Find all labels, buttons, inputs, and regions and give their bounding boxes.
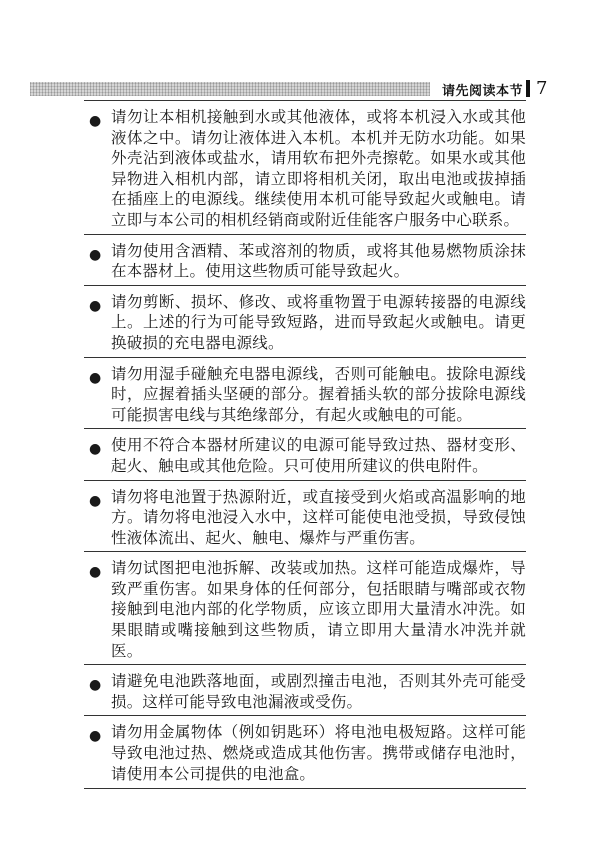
bullet-icon: ●	[89, 492, 102, 509]
bullet-icon: ●	[89, 677, 102, 694]
warning-text: 请勿将电池置于热源附近，或直接受到火焰或高温影响的地方。请勿将电池浸入水中，这样可能使电池受损，导致侵蚀性液体流出、起火、触电、爆炸与严重伤害。	[111, 487, 526, 547]
warning-item-battery-drop	[84, 664, 526, 715]
warning-text: 请勿用金属物体（例如钥匙环）将电池电极短路。这样可能导致电池过热、燃烧或造成其他伤害。携带或储存电池时，请使用本公司提供的电池盒。	[111, 723, 526, 783]
warning-item-solvents	[84, 234, 526, 285]
bullet-icon: ●	[89, 246, 102, 263]
warning-text: 使用不符合本器材所建议的电源可能导致过热、器材变形、起火、触电或其他危险。只可使用所建议的供电附件。	[111, 436, 526, 475]
warning-text: 请避免电池跌落地面，或剧烈撞击电池，否则其外壳可能受损。这样可能导致电池漏液或受伤。	[111, 672, 526, 711]
page-number: 7	[536, 78, 548, 99]
warning-text: 请勿用湿手碰触充电器电源线，否则可能触电。拔除电源线时，应握着插头坚硬的部分。握着插头软的部分拔除电源线可能损害电线与其绝缘部分，有起火或触电的可能。	[111, 364, 526, 424]
section-title: 请先阅读本节	[442, 84, 524, 99]
warning-text: 请勿试图把电池拆解、改装或加热。这样可能造成爆炸，导致严重伤害。如果身体的任何部分，包括眼睛与嘴部或衣物接触到电池内部的化学物质，应该立即用大量清水冲洗。如果眼睛或嘴接触到这些物质，请立即用大量清水冲洗并就医。	[111, 559, 526, 660]
bullet-icon: ●	[89, 113, 102, 129]
warning-item-wet-hands	[84, 357, 526, 429]
bullet-icon: ●	[89, 728, 102, 745]
warning-item-water	[84, 100, 526, 234]
bullet-icon: ●	[89, 441, 102, 458]
warning-item-power-cord-damage	[84, 285, 526, 357]
safety-warning-list	[84, 100, 526, 789]
warning-text: 请勿让本相机接触到水或其他液体，或将本机浸入水或其他液体之中。请勿让液体进入本机。本机并无防水功能。如果外壳沾到液体或盐水，请用软布把外壳擦乾。如果水或其他异物进入相机内部，请立即将相机关闭，取出电池或拔掉插在插座上的电源线。继续使用本机可能导致起火或触电。请立即与本公司的相机经销商或附近佳能客户服务中心联系。	[111, 108, 526, 229]
warning-item-power-source	[84, 428, 526, 479]
bullet-icon: ●	[89, 297, 102, 314]
warning-item-battery-heat	[84, 480, 526, 552]
warning-text: 请勿使用含酒精、苯或溶剂的物质，或将其他易燃物质涂抹在本器材上。使用这些物质可能导致起火。	[111, 241, 526, 281]
header-separator-bar	[526, 80, 530, 97]
warning-item-battery-disassembly	[84, 551, 526, 664]
warning-text: 请勿剪断、损坏、修改、或将重物置于电源转接器的电源线上。上述的行为可能导致短路，进而导致起火或触电。请更换破损的充电器电源线。	[111, 292, 526, 352]
warning-item-battery-short-circuit	[84, 715, 526, 789]
bullet-icon: ●	[89, 564, 102, 581]
bullet-icon: ●	[89, 369, 102, 386]
header-decorative-band	[30, 82, 430, 96]
